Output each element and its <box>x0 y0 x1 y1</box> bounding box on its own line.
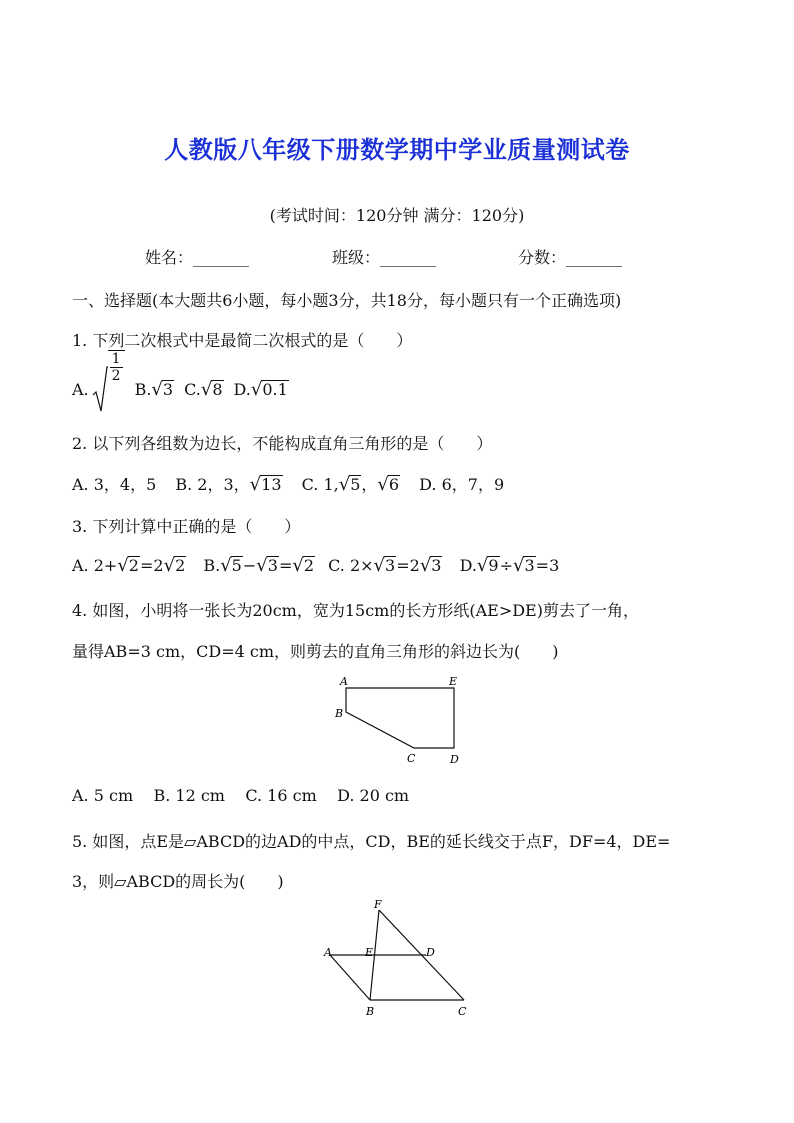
q2-option-d: D. 6，7，9 <box>419 475 505 494</box>
q3-option-b-label: B. <box>203 556 221 575</box>
q3-option-b-minus: − <box>242 556 257 575</box>
q3-option-b-radicand-1: 5 <box>231 556 242 575</box>
q3-option-b-equals: = <box>278 556 293 575</box>
radical-sign-icon: √ <box>163 555 176 576</box>
point-label-a: A <box>324 946 332 959</box>
radical-sign-icon: √ <box>151 378 163 400</box>
radical-sign-icon: √ <box>373 555 386 576</box>
q1-fraction-numerator: 1 <box>111 350 121 367</box>
radical-sign-icon: √ <box>220 555 232 576</box>
question-4-line-1: 4. 如图，小明将一张长为20cm，宽为15cm的长方形纸(AE>DE)剪去了一角， <box>72 601 639 620</box>
radical-sign-icon: √ <box>256 555 268 576</box>
point-label-e: E <box>365 946 374 959</box>
q2-option-c-radicand-2: 6 <box>388 475 400 494</box>
question-5-line-2: 3，则▱ABCD的周长为( ) <box>72 872 284 891</box>
q3-option-a-part2: =2 <box>139 556 164 575</box>
name-field: 姓名：_______ <box>145 248 250 267</box>
question-5-line-1: 5. 如图，点E是▱ABCD的边AD的中点，CD，BE的延长线交于点F，DF=4，DE= <box>72 832 671 851</box>
point-label-a: A <box>340 675 348 688</box>
class-field: 班级：_______ <box>332 248 437 267</box>
q2-option-c-radicand-1: 5 <box>350 475 361 494</box>
q3-option-d-result: =3 <box>535 556 560 575</box>
q2-option-c-separator: ， <box>361 475 378 494</box>
q3-option-c-radicand-1: 3 <box>385 556 396 575</box>
q3-option-b-radicand-3: 2 <box>303 556 315 575</box>
section-heading: 一、选择题(本大题共6小题，每小题3分，共18分，每小题只有一个正确选项) <box>72 291 622 310</box>
question-2-stem: 2. 以下列各组数为边长，不能构成直角三角形的是（ ） <box>72 434 493 453</box>
exam-subtitle: (考试时间：120分钟 满分：120分) <box>269 206 525 225</box>
radical-sign-icon: √ <box>200 378 213 400</box>
q1-option-b-label: B. <box>134 379 152 399</box>
question-2-options <box>72 472 504 495</box>
radical-sign-icon: √ <box>249 474 262 495</box>
q3-option-a-part1: A. 2+ <box>72 556 118 575</box>
question-4-options: A. 5 cm B. 12 cm C. 16 cm D. 20 cm <box>72 786 410 805</box>
radical-sign-icon: √ <box>292 555 304 576</box>
question-4-line-2: 量得AB=3 cm，CD=4 cm，则剪去的直角三角形的斜边长为( ) <box>72 642 559 661</box>
question-3-options <box>72 555 559 576</box>
q1-option-c-label: C. <box>184 379 201 399</box>
q3-option-c-part1: C. 2× <box>328 556 374 575</box>
point-label-c: C <box>407 752 416 765</box>
q2-option-a: A. 3，4，5 <box>72 475 157 494</box>
q2-option-b: B. 2，3， <box>175 475 250 494</box>
radical-sign-icon: √ <box>338 474 351 495</box>
q2-option-c: C. 1, <box>301 475 339 494</box>
q3-option-d-radicand-2: 3 <box>524 556 535 575</box>
cut-rectangle-shape <box>346 688 454 748</box>
point-label-d: D <box>450 753 459 766</box>
radical-sign-icon: √ <box>377 474 389 495</box>
question-3-stem: 3. 下列计算中正确的是（ ） <box>72 517 301 536</box>
page-title: 人教版八年级下册数学期中学业质量测试卷 <box>164 136 630 164</box>
q3-option-c-radicand-2: 3 <box>431 556 442 575</box>
point-label-f: F <box>374 898 382 911</box>
q3-option-a-radicand-1: 2 <box>128 556 139 575</box>
radical-sign-icon: √ <box>513 555 525 576</box>
radical-sign-icon: √ <box>419 555 432 576</box>
q2-option-b-radicand: 13 <box>261 475 282 494</box>
question-4-figure <box>330 672 470 768</box>
point-label-d: D <box>426 946 435 959</box>
q3-option-c-part2: =2 <box>396 556 420 575</box>
question-5-figure <box>318 898 478 1023</box>
segment-ab <box>330 955 370 1000</box>
radical-sign-icon: √ <box>117 555 129 576</box>
q3-option-b-radicand-2: 3 <box>267 556 278 575</box>
question-1-stem: 1. 下列二次根式中是最简二次根式的是（ ） <box>72 331 413 350</box>
point-label-c: C <box>458 1005 467 1018</box>
radical-sign-icon: √ <box>476 555 489 576</box>
q1-option-c-radicand: 8 <box>212 379 223 399</box>
point-label-e: E <box>449 675 458 688</box>
point-label-b: B <box>335 707 344 720</box>
q3-option-d-radicand-1: 9 <box>488 556 499 575</box>
q1-fraction-denominator: 2 <box>111 368 121 384</box>
q1-option-d-label: D. <box>233 379 251 399</box>
point-label-b: B <box>366 1005 375 1018</box>
radical-sign-icon: √ <box>250 378 263 400</box>
q1-option-d-radicand: 0.1 <box>262 379 288 399</box>
q3-option-d-label: D. <box>459 556 477 575</box>
q1-option-a-radical <box>92 350 125 413</box>
q3-option-d-divide: ÷ <box>499 556 513 575</box>
question-1-options <box>72 350 289 414</box>
radical-sign-icon <box>92 365 108 413</box>
q1-fraction <box>110 351 123 384</box>
score-field: 分数：_______ <box>518 248 623 267</box>
q1-option-a-label: A. <box>72 379 89 399</box>
q1-option-b-radicand: 3 <box>162 379 174 399</box>
q3-option-a-radicand-2: 2 <box>175 556 186 575</box>
